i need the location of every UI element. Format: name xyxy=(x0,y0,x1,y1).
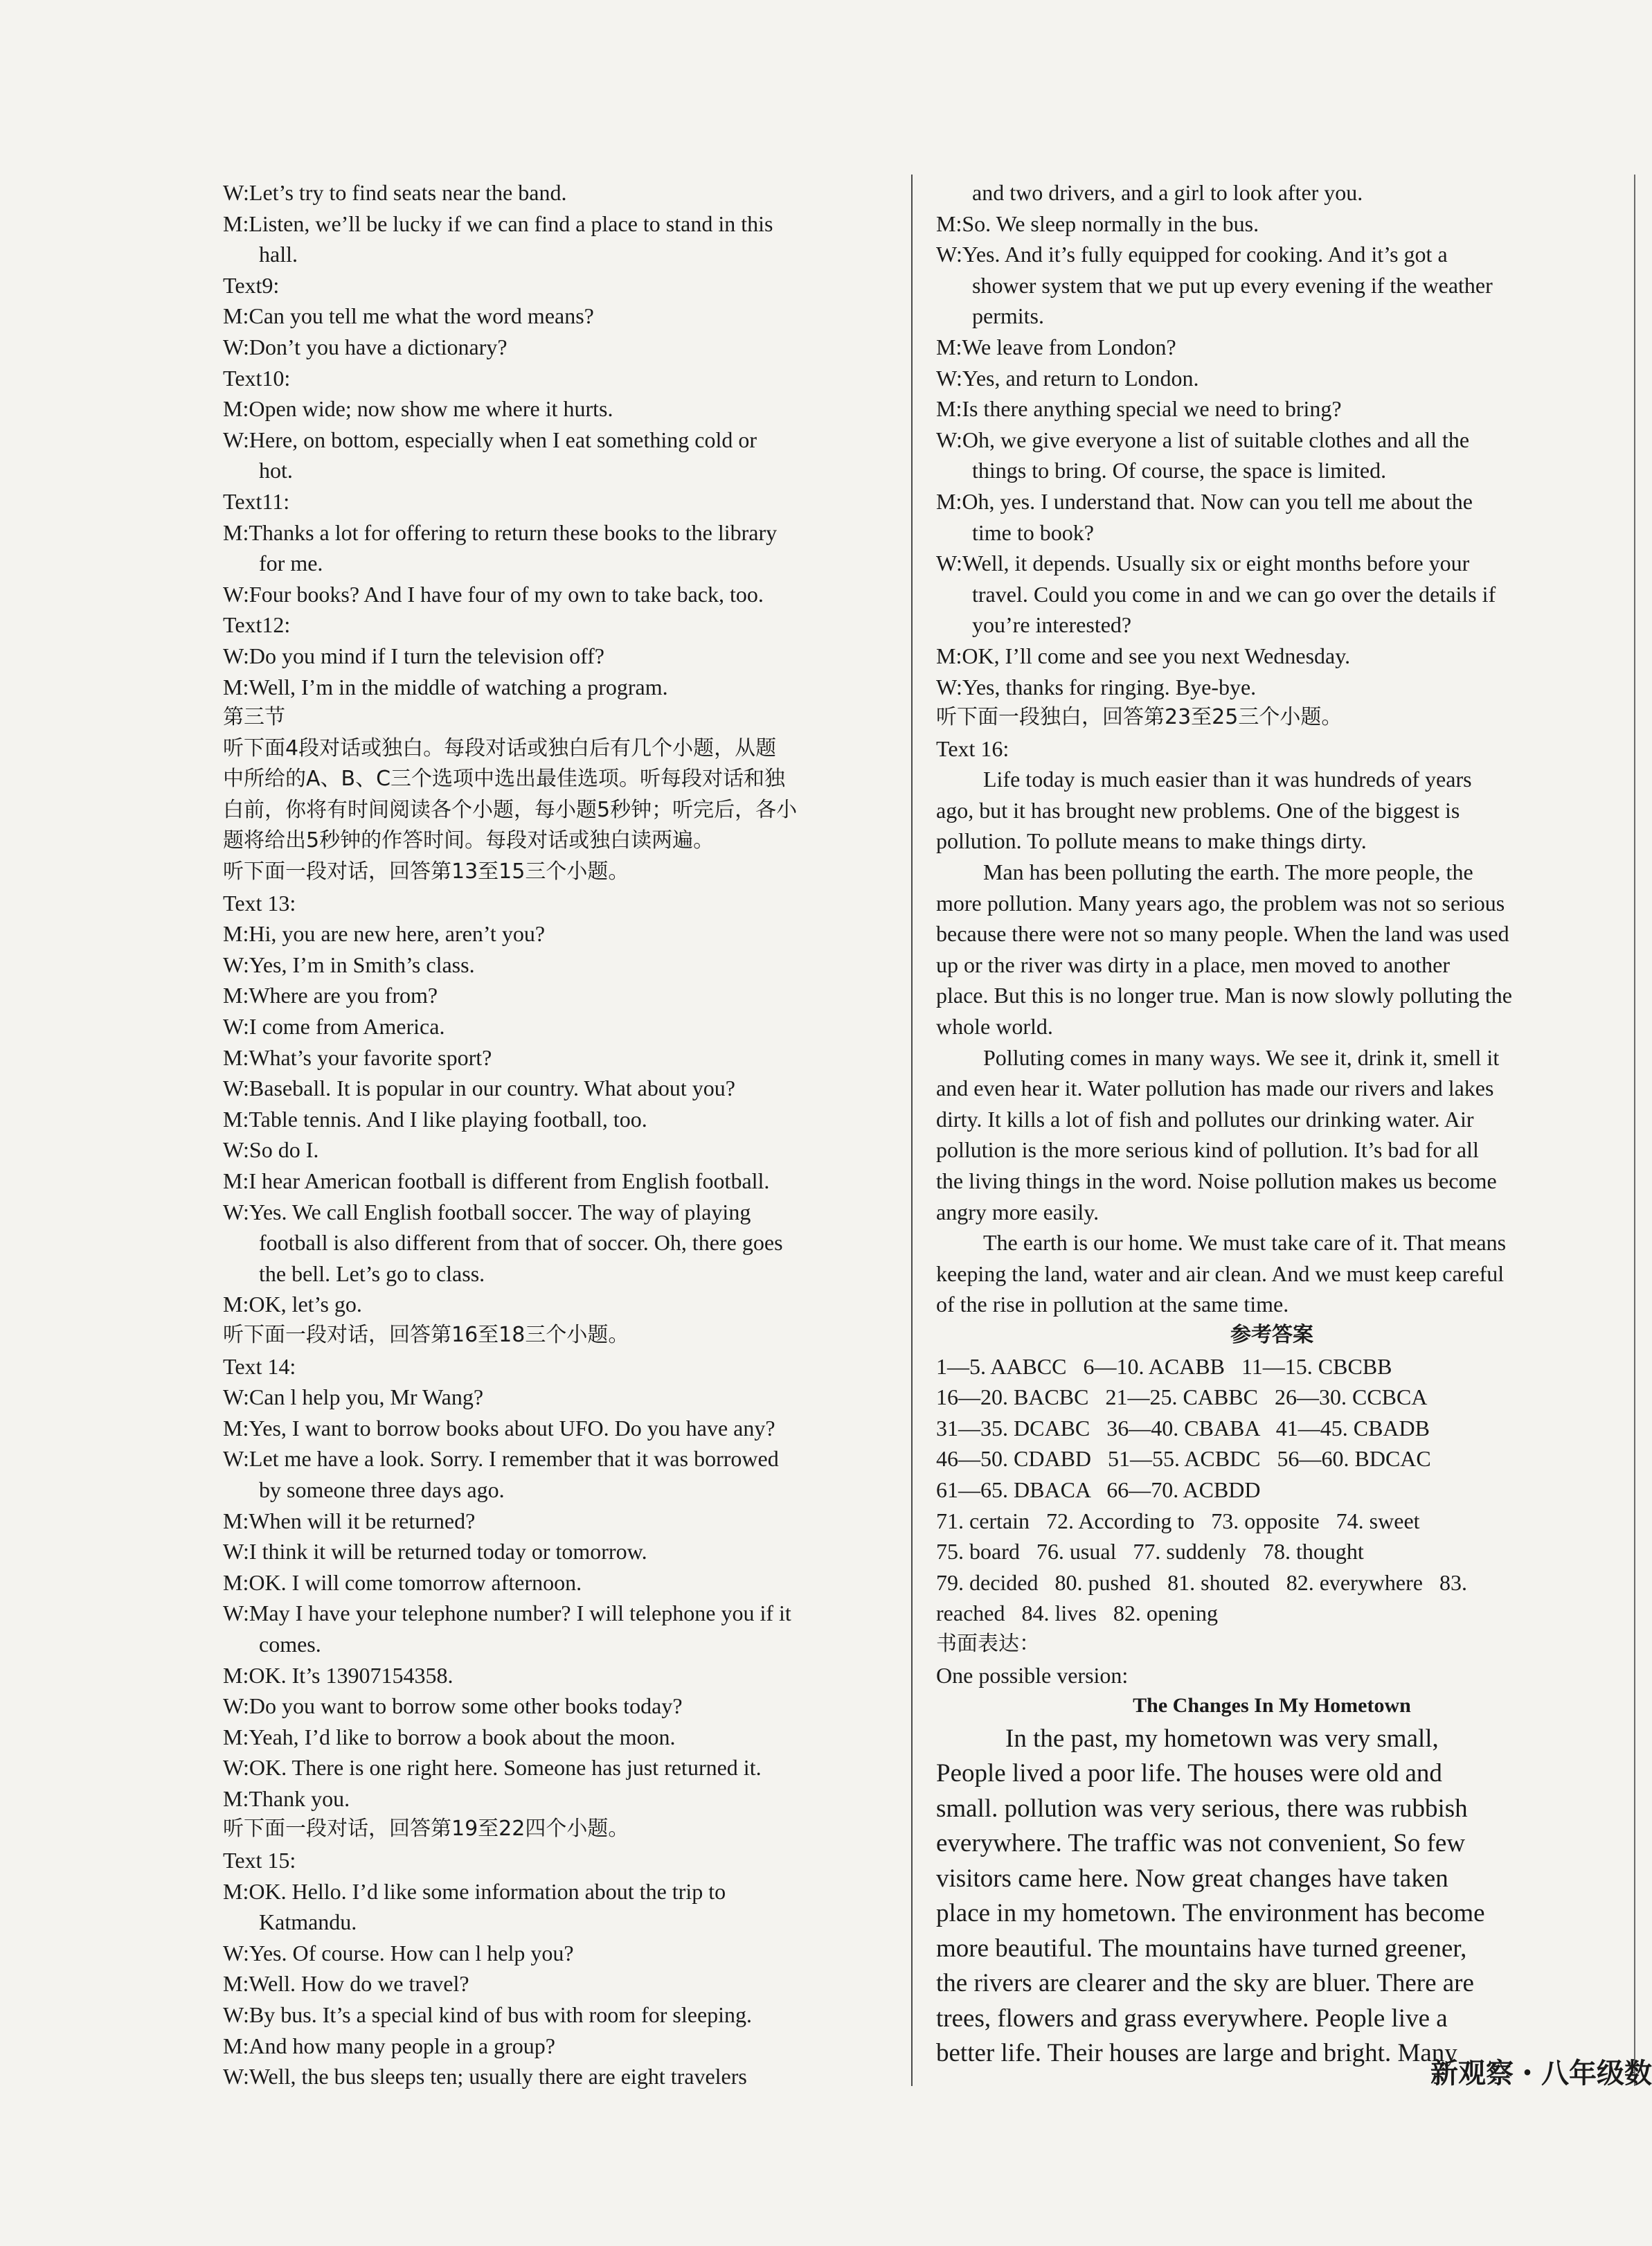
footer-text: 新观察・八年级数 xyxy=(1430,2057,1652,2089)
passage-line: the living things in the word. Noise pollution makes us become xyxy=(936,1168,1497,1193)
text-line: M:And how many people in a group? xyxy=(223,2033,555,2058)
text-line: W:Yes. We call English football soccer. The way of playing xyxy=(223,1199,751,1224)
text-line: M:OK. It’s 13907154358. xyxy=(223,1662,454,1688)
text-line: W:Let me have a look. Sorry. I remember that it was borrowed xyxy=(223,1446,779,1472)
essay-line: place in my hometown. The environment has become xyxy=(936,1899,1485,1928)
text-line: hall. xyxy=(259,242,298,267)
section-label: Text 15: xyxy=(223,1848,296,1873)
text-line: W:Don’t you have a dictionary? xyxy=(223,334,508,359)
text-line: M:We leave from London? xyxy=(936,334,1176,359)
passage-line: and even hear it. Water pollution has made our rivers and lakes xyxy=(936,1076,1494,1101)
passage-line: keeping the land, water and air clean. And we must keep careful xyxy=(936,1260,1505,1286)
text-line: hot. xyxy=(259,458,293,483)
text-line: W:Do you want to borrow some other books today? xyxy=(223,1693,683,1719)
text-line: W:By bus. It’s a special kind of bus with room for sleeping. xyxy=(223,2002,753,2028)
passage-line: more pollution. Many years ago, the problem was not so serious xyxy=(936,890,1505,916)
instruction-line: 听下面一段独白，回答第23至25三个小题。 xyxy=(936,705,1343,730)
text-line: M:So. We sleep normally in the bus. xyxy=(936,211,1259,236)
text-line: M:Can you tell me what the word means? xyxy=(223,303,594,329)
instruction-line: 听下面一段对话，回答第16至18三个小题。 xyxy=(223,1322,629,1347)
text-line: M:OK, let’s go. xyxy=(223,1292,362,1317)
essay-line: the rivers are clearer and the sky are bluer. There are xyxy=(936,1969,1474,1998)
text-line: W:Well, the bus sleeps ten; usually there are eight travelers xyxy=(223,2064,747,2089)
instruction-line: 题将给出5秒钟的作答时间。每段对话或独白读两遍。 xyxy=(223,828,715,853)
text-line: W:Baseball. It is popular in our country. What about you? xyxy=(223,1076,735,1101)
text-line: W:Oh, we give everyone a list of suitable clothes and all the xyxy=(936,427,1470,452)
text-line: permits. xyxy=(972,303,1044,329)
text-line: by someone three days ago. xyxy=(259,1477,505,1502)
passage-line: pollution is the more serious kind of pollution. It’s bad for all xyxy=(936,1137,1479,1163)
section-label: Text12: xyxy=(223,612,291,638)
text-line: M:Where are you from? xyxy=(223,983,438,1008)
text-line: W:Four books? And I have four of my own to take back, too. xyxy=(223,581,764,607)
answer-line: 61—65. DBACA 66—70. ACBDD xyxy=(936,1477,1261,1502)
text-line: M:Thanks a lot for offering to return these books to the library xyxy=(223,519,778,545)
text-line: shower system that we put up every evening if the weather xyxy=(972,272,1493,298)
text-line: W:May I have your telephone number? I will telephone you if it xyxy=(223,1601,791,1626)
essay-line: more beautiful. The mountains have turned greener, xyxy=(936,1934,1467,1963)
text-line: football is also different from that of soccer. Oh, there goes xyxy=(259,1230,783,1256)
text-line: M:OK, I’ll come and see you next Wednesday. xyxy=(936,643,1351,668)
passage-line: The earth is our home. We must take care of it. That means xyxy=(983,1230,1507,1256)
text-line: M:OK. I will come tomorrow afternoon. xyxy=(223,1569,582,1595)
essay-line: small. pollution was very serious, there was rubbish xyxy=(936,1794,1468,1823)
text-line: M:What’s your favorite sport? xyxy=(223,1044,492,1070)
text-line: W:So do I. xyxy=(223,1137,319,1163)
instruction-line: 听下面4段对话或独白。每段对话或独白后有几个小题，从题 xyxy=(223,736,777,760)
essay-line: People lived a poor life. The houses were old and xyxy=(936,1759,1442,1788)
text-line: and two drivers, and a girl to look after you. xyxy=(972,180,1363,205)
column-divider xyxy=(911,175,913,2086)
essay-line: trees, flowers and grass everywhere. People live a xyxy=(936,2004,1448,2033)
passage-line: place. But this is no longer true. Man is now slowly polluting the xyxy=(936,983,1512,1008)
instruction-line: 听下面一段对话，回答第13至15三个小题。 xyxy=(223,859,629,884)
answer-line: 46—50. CDABD 51—55. ACBDC 56—60. BDCAC xyxy=(936,1446,1431,1472)
passage-line: pollution. To pollute means to make things dirty. xyxy=(936,828,1367,854)
answer-line: 75. board 76. usual 77. suddenly 78. thought xyxy=(936,1539,1364,1565)
text-line: things to bring. Of course, the space is limited. xyxy=(972,458,1387,483)
text-line: M:Table tennis. And I like playing football, too. xyxy=(223,1106,647,1132)
section-label: Text9: xyxy=(223,272,280,298)
text-line: M:Well, I’m in the middle of watching a program. xyxy=(223,674,668,699)
right-edge-rule xyxy=(1634,175,1635,2086)
instruction-line: 白前，你将有时间阅读各个小题，每小题5秒钟；听完后，各小 xyxy=(223,797,798,822)
answer-line: 79. decided 80. pushed 81. shouted 82. everywhere 83. xyxy=(936,1569,1467,1595)
text-line: M:Hi, you are new here, aren’t you? xyxy=(223,921,546,947)
instruction-line: 听下面一段对话，回答第19至22四个小题。 xyxy=(223,1817,629,1842)
text-line: time to book? xyxy=(972,519,1094,545)
text-line: W:Let’s try to find seats near the band. xyxy=(223,180,567,205)
answer-line: reached 84. lives 82. opening xyxy=(936,1601,1218,1626)
text-line: M:OK. Hello. I’d like some information about the trip to xyxy=(223,1878,726,1904)
section-heading: 第三节 xyxy=(223,705,285,730)
text-line: W:Yes, I’m in Smith’s class. xyxy=(223,952,475,977)
essay-line: In the past, my hometown was very small, xyxy=(1005,1724,1439,1753)
passage-line: up or the river was dirty in a place, men moved to another xyxy=(936,952,1450,977)
writing-intro: One possible version: xyxy=(936,1662,1129,1688)
answer-line: 1—5. AABCC 6—10. ACABB 11—15. CBCBB xyxy=(936,1353,1392,1379)
essay-title: The Changes In My Hometown xyxy=(1133,1694,1411,1718)
page-footer xyxy=(1430,2051,1652,2091)
section-label: Text10: xyxy=(223,365,291,391)
text-line: W:Can l help you, Mr Wang? xyxy=(223,1384,484,1410)
passage-line: because there were not so many people. When the land was used xyxy=(936,921,1509,947)
passage-line: whole world. xyxy=(936,1014,1053,1040)
text-line: M:Yeah, I’d like to borrow a book about the moon. xyxy=(223,1724,676,1749)
answer-line: 31—35. DCABC 36—40. CBABA 41—45. CBADB xyxy=(936,1415,1430,1441)
text-line: you’re interested? xyxy=(972,612,1132,638)
text-line: M:Thank you. xyxy=(223,1785,350,1811)
instruction-line: 中所给的A、B、C三个选项中选出最佳选项。听每段对话和独 xyxy=(223,767,786,792)
passage-line: Life today is much easier than it was hundreds of years xyxy=(983,767,1472,792)
text-line: the bell. Let’s go to class. xyxy=(259,1260,485,1286)
left-column xyxy=(223,177,895,2092)
text-line: M:When will it be returned? xyxy=(223,1508,476,1533)
essay-line: visitors came here. Now great changes have taken xyxy=(936,1864,1448,1893)
text-line: W:Yes. And it’s fully equipped for cooking. And it’s got a xyxy=(936,242,1448,267)
essay-line: everywhere. The traffic was not convenient, So few xyxy=(936,1829,1466,1858)
passage-line: dirty. It kills a lot of fish and pollutes our drinking water. Air xyxy=(936,1106,1474,1132)
text-line: M:Well. How do we travel? xyxy=(223,1971,469,1997)
text-line: for me. xyxy=(259,551,323,576)
text-line: M:Is there anything special we need to bring? xyxy=(936,396,1342,422)
text-line: Katmandu. xyxy=(259,1909,357,1935)
text-line: W:Yes. Of course. How can l help you? xyxy=(223,1940,574,1966)
text-line: M:Yes, I want to borrow books about UFO. Do you have any? xyxy=(223,1415,775,1441)
text-line: M:Open wide; now show me where it hurts. xyxy=(223,396,613,422)
text-line: W:Here, on bottom, especially when I eat something cold or xyxy=(223,427,757,452)
passage-line: Polluting comes in many ways. We see it, drink it, smell it xyxy=(983,1044,1500,1070)
right-column xyxy=(936,177,1608,2071)
answer-line: 71. certain 72. According to 73. opposite 74. sweet xyxy=(936,1508,1420,1533)
text-line: M:I hear American football is different from English football. xyxy=(223,1168,770,1193)
section-label: Text 16: xyxy=(936,736,1009,761)
text-line: W:Do you mind if I turn the television off? xyxy=(223,643,604,668)
answer-line: 16—20. BACBC 21—25. CABBC 26—30. CCBCA xyxy=(936,1384,1428,1410)
answers-title: 参考答案 xyxy=(1230,1322,1313,1347)
text-line: M:Listen, we’ll be lucky if we can find a place to stand in this xyxy=(223,211,773,236)
section-label: Text 13: xyxy=(223,890,296,916)
writing-label: 书面表达： xyxy=(936,1631,1040,1656)
section-label: Text11: xyxy=(223,488,290,514)
text-line: W:OK. There is one right here. Someone has just returned it. xyxy=(223,1755,762,1781)
text-line: W:I think it will be returned today or tomorrow. xyxy=(223,1539,647,1565)
text-line: travel. Could you come in and we can go over the details if xyxy=(972,581,1496,607)
passage-line: of the rise in pollution at the same time. xyxy=(936,1292,1289,1317)
passage-line: ago, but it has brought new problems. One of the biggest is xyxy=(936,797,1460,823)
text-line: W:I come from America. xyxy=(223,1014,445,1040)
text-line: comes. xyxy=(259,1631,321,1657)
text-line: W:Yes, thanks for ringing. Bye-bye. xyxy=(936,674,1257,699)
section-label: Text 14: xyxy=(223,1353,296,1379)
text-line: M:Oh, yes. I understand that. Now can you tell me about the xyxy=(936,488,1473,514)
passage-line: angry more easily. xyxy=(936,1199,1099,1224)
text-line: W:Yes, and return to London. xyxy=(936,365,1199,391)
passage-line: Man has been polluting the earth. The more people, the xyxy=(983,859,1473,885)
essay-line: better life. Their houses are large and bright. Many xyxy=(936,2039,1457,2068)
text-line: W:Well, it depends. Usually six or eight months before your xyxy=(936,551,1470,576)
